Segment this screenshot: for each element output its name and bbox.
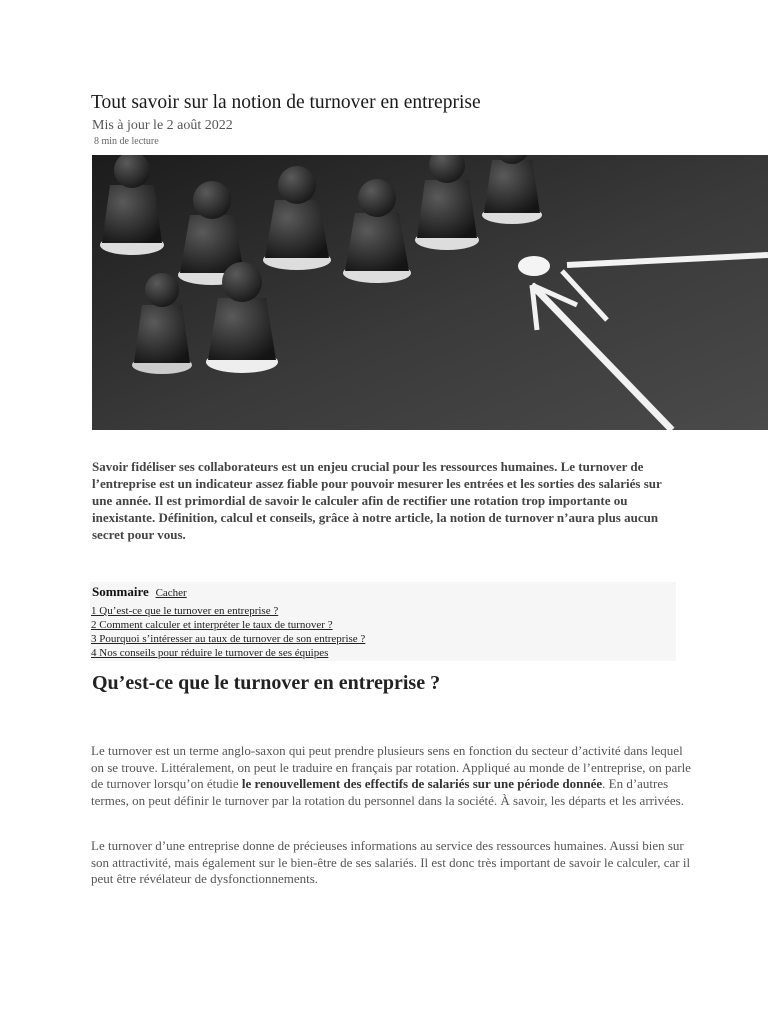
paragraph-text: . En d’autres termes, on peut définir le turnover par la rotation du personnel dans la société. À savoir, les départs et les arrivées. <box>91 776 684 808</box>
toc-link-2[interactable]: 2 Comment calculer et interpréter le taux de turnover ? <box>91 619 333 631</box>
toc-link-1[interactable]: 1 Qu’est-ce que le turnover en entreprise ? <box>91 605 279 617</box>
toc-link-4[interactable]: 4 Nos conseils pour réduire le turnover de ses équipes <box>91 647 329 659</box>
hero-image <box>92 155 768 430</box>
updated-date: Mis à jour le 2 août 2022 <box>92 118 233 133</box>
section-heading: Qu’est-ce que le turnover en entreprise ? <box>92 672 441 694</box>
toc-title: Sommaire <box>92 584 149 599</box>
intro-paragraph: Savoir fidéliser ses collaborateurs est un enjeu crucial pour les ressources humaines. Le turnover de l’entreprise est un indicateur assez fiable pour pouvoir mesurer les entrées et les sorties des salariés sur une année. Il est primordial de savoir le calculer afin de rectifier une rotation trop importante ou inexistante. Définition, calcul et conseils, grâce à notre article, la notion de turnover n’aura plus aucun secret pour vous. <box>92 459 662 542</box>
table-of-contents <box>90 582 676 661</box>
section-paragraph-1 <box>91 743 691 809</box>
section-paragraph-2: Le turnover d’une entreprise donne de précieuses informations au service des ressources humaines. Aussi bien sur son attractivité, mais également sur le bien-être de ses salariés. Il est donc très important de savoir le calculer, car il peut être révélateur de dysfonctionnements. <box>91 838 691 886</box>
read-time: 8 min de lecture <box>94 136 159 147</box>
paragraph-text: Le turnover est un terme anglo-saxon qui peut prendre plusieurs sens en fonction du secteur d’activité dans lequel on se trouve. Littéralement, on peut le traduire en français par rotation. Appliqué au monde de l’entreprise, on parle de turnover lorsqu’on étudie <box>91 743 691 791</box>
article-title: Tout savoir sur la notion de turnover en entreprise <box>91 92 481 113</box>
toc-link-3[interactable]: 3 Pourquoi s’intéresser au taux de turnover de son entreprise ? <box>91 633 366 645</box>
chess-pawns-illustration <box>92 155 768 430</box>
paragraph-bold-text: le renouvellement des effectifs de salariés sur une période donnée <box>241 776 603 791</box>
toc-list <box>91 604 365 660</box>
toc-hide-button[interactable]: Cacher <box>155 587 187 599</box>
